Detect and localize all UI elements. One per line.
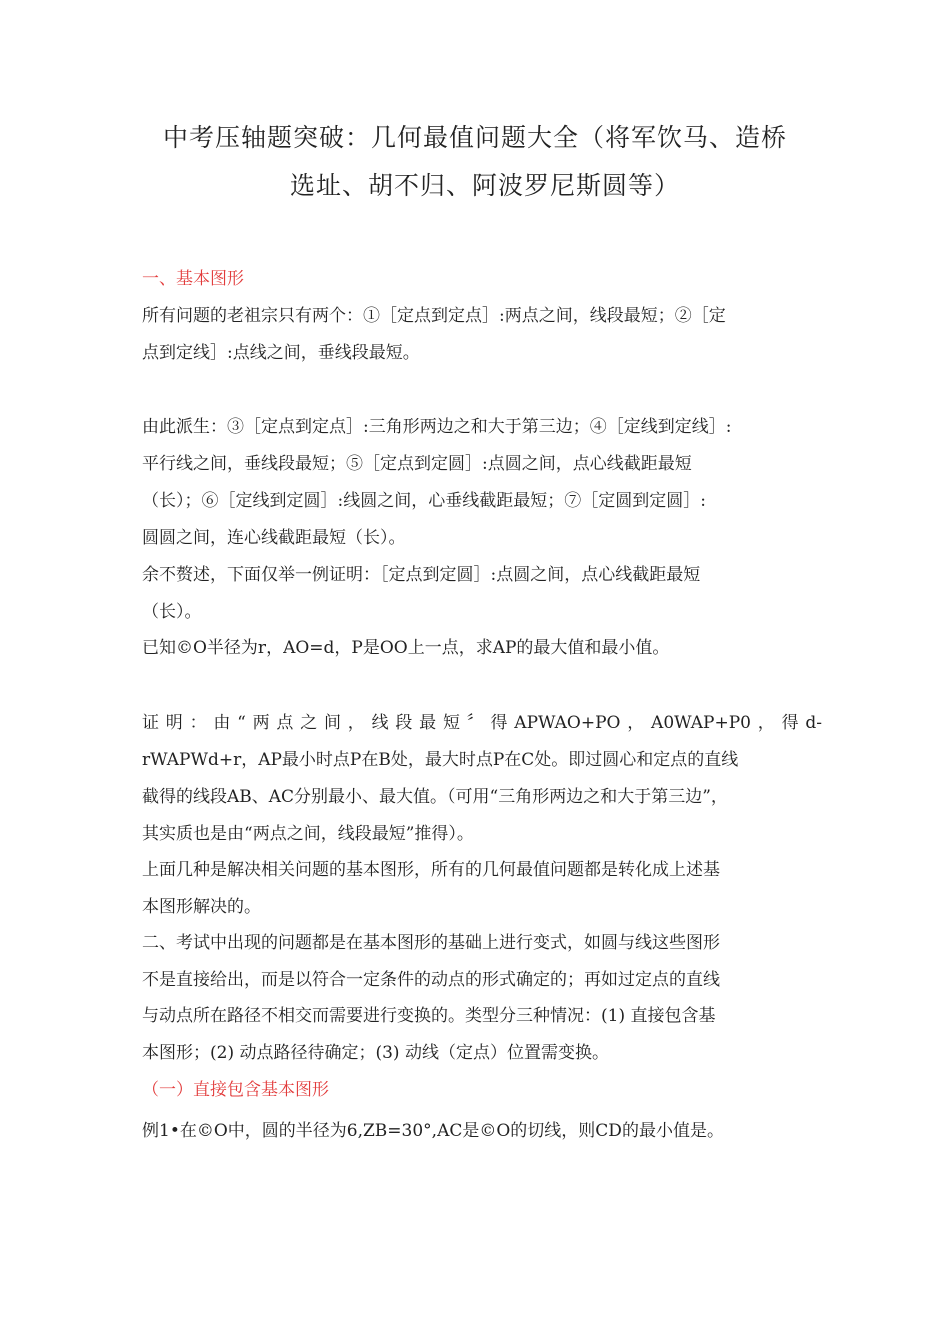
proof-line: 其实质也是由“两点之间，线段最短”推得）。 xyxy=(142,824,474,844)
proof-line: 证明：由“两点之间，线段最短〞得APWAO+PO，A0WAP+P0，得d- xyxy=(142,713,822,733)
subsection-heading-direct: （一）直接包含基本图形 xyxy=(142,1080,329,1100)
paragraph-line: （长）；⑥［定线到定圆］:线圆之间，心垂线截距最短；⑦［定圆到定圆］: xyxy=(142,491,706,511)
example-line: 例1•在©O中，圆的半径为6,ZB=30°,AC是©O的切线，则CD的最小值是。 xyxy=(142,1121,724,1141)
paragraph-line: 所有问题的老祖宗只有两个：①［定点到定点］:两点之间，线段最短；②［定 xyxy=(142,306,726,326)
paragraph-line: 点到定线］:点线之间，垂线段最短。 xyxy=(142,343,420,363)
document-title-line-1: 中考压轴题突破：几何最值问题大全（将军饮马、造桥 xyxy=(162,123,787,152)
paragraph-line: 不是直接给出，而是以符合一定条件的动点的形式确定的；再如过定点的直线 xyxy=(142,970,720,990)
document-title-line-2: 选址、胡不归、阿波罗尼斯圆等） xyxy=(289,171,680,200)
paragraph-line: 与动点所在路径不相交而需要进行变换的。类型分三种情况：(1) 直接包含基 xyxy=(142,1006,716,1026)
paragraph-line: 已知©O半径为r，AO=d，P是OO上一点，求AP的最大值和最小值。 xyxy=(142,638,670,658)
paragraph-line: 二、考试中出现的问题都是在基本图形的基础上进行变式，如圆与线这些图形 xyxy=(142,933,720,953)
paragraph-line: 余不赘述，下面仅举一例证明：［定点到定圆］:点圆之间，点心线截距最短 xyxy=(142,565,701,585)
paragraph-line: 上面几种是解决相关问题的基本图形，所有的几何最值问题都是转化成上述基 xyxy=(142,860,720,880)
paragraph-line: 本图形解决的。 xyxy=(142,897,261,917)
paragraph-line: 平行线之间，垂线段最短；⑤［定点到定圆］:点圆之间，点心线截距最短 xyxy=(142,454,692,474)
paragraph-line: 圆圆之间，连心线截距最短（长）。 xyxy=(142,528,406,548)
proof-line: 截得的线段AB、AC分别最小、最大值。（可用“三角形两边之和大于第三边”， xyxy=(142,787,728,807)
paragraph-line: 由此派生：③［定点到定点］:三角形两边之和大于第三边；④［定线到定线］: xyxy=(142,417,732,437)
proof-line: rWAPWd+r，AP最小时点P在B处，最大时点P在C处。即过圆心和定点的直线 xyxy=(142,750,739,770)
paragraph-line: （长）。 xyxy=(142,602,202,622)
paragraph-line: 本图形；(2) 动点路径待确定；(3) 动线（定点）位置需变换。 xyxy=(142,1043,609,1063)
section-heading-basic-figures: 一、基本图形 xyxy=(142,269,244,289)
